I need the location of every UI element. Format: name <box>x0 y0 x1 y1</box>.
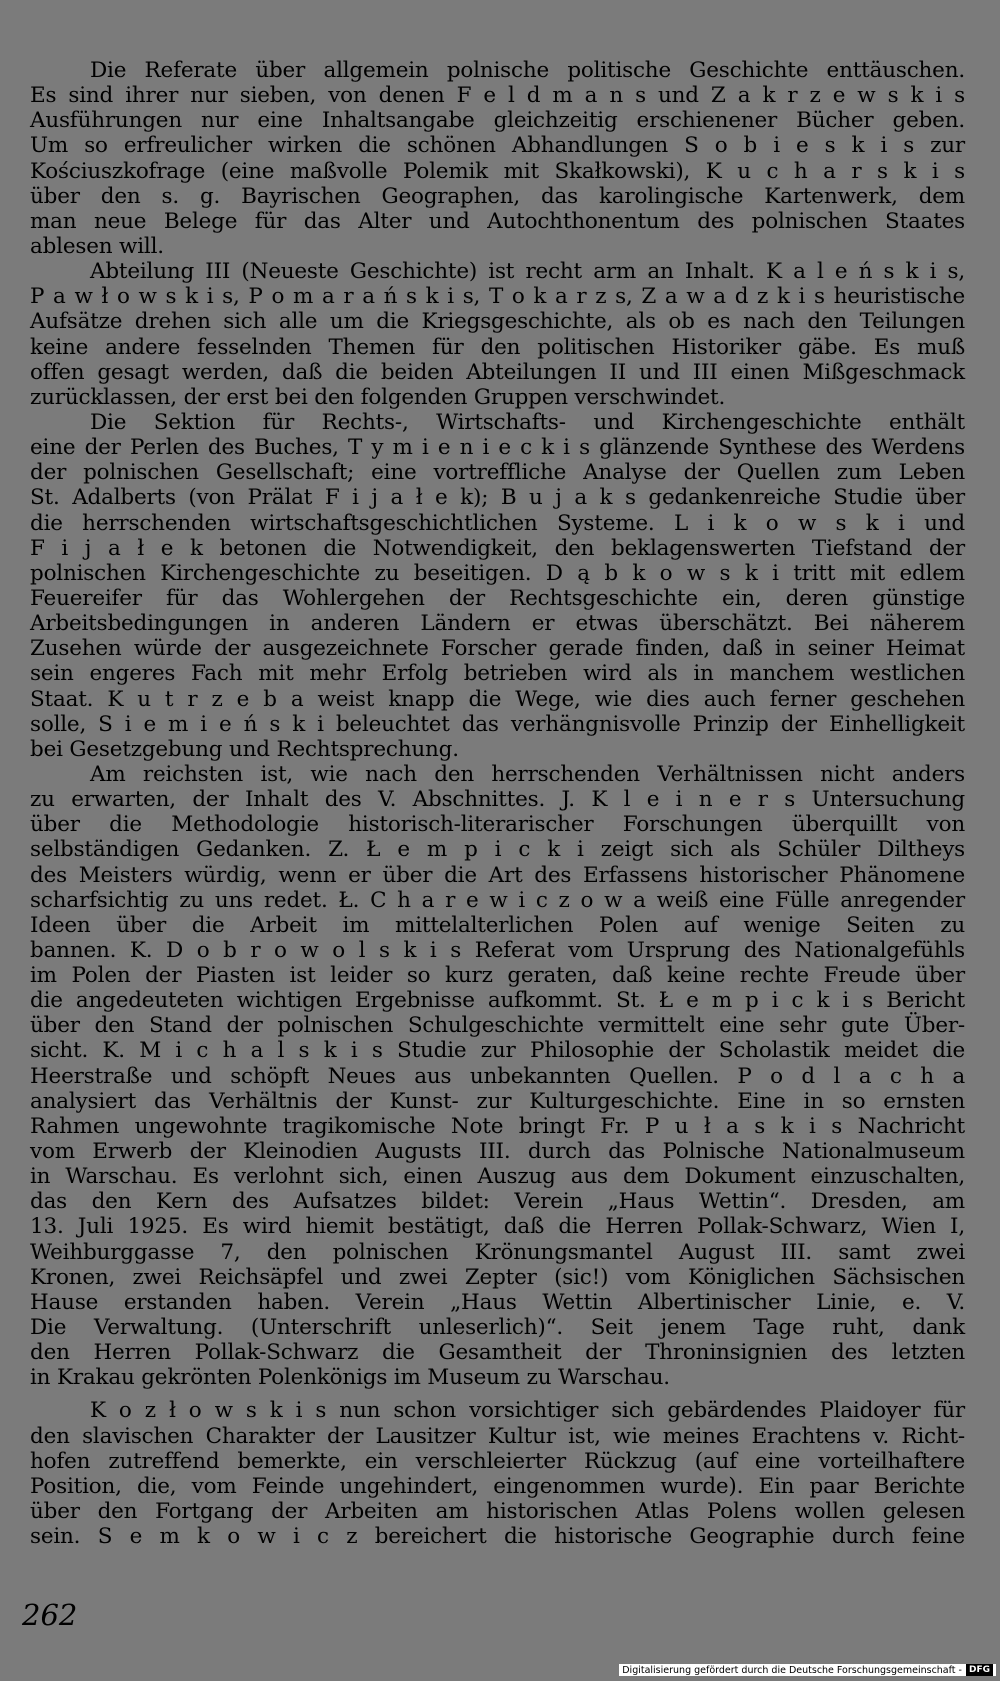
text-line: polnischen Kirchengeschichte zu beseitigen. D ą b k o w s k i tritt mit edlem <box>30 560 965 586</box>
text-line: hofen zutreffend bemerkte, ein verschleierter Rückzug (auf eine vorteilhaftere <box>30 1448 965 1474</box>
text-line: sein. S e m k o w i c z bereichert die historische Geographie durch feine <box>30 1524 965 1550</box>
text-line: die angedeuteten wichtigen Ergebnisse aufkommt. St. Ł e m p i c k i s Bericht <box>30 988 965 1014</box>
text-line: Die Referate über allgemein polnische politische Geschichte enttäuschen. <box>90 58 965 83</box>
text-line: Hause erstanden haben. Verein „Haus Wettin Albertinischer Linie, e. V. <box>30 1289 965 1315</box>
text-line: Die Verwaltung. (Unterschrift unleserlich)“. Seit jenem Tage ruht, dank <box>30 1315 965 1341</box>
text-line: Heerstraße und schöpft Neues aus unbekannten Quellen. P o d l a c h a <box>30 1063 965 1089</box>
digitization-footer <box>619 1664 996 1676</box>
dfg-logo: DFG <box>966 1664 993 1676</box>
text-line: Es sind ihrer nur sieben, von denen F e l d m a n s und Z a k r z e w s k i s <box>30 83 965 109</box>
text-line: sein engeres Fach mit mehr Erfolg betrieben wird als in manchem westlichen <box>30 661 965 687</box>
text-line: in Krakau gekrönten Polenkönigs im Museum zu Warschau. <box>30 1365 670 1391</box>
text-line: solle, S i e m i e ń s k i beleuchtet das verhängnisvolle Prinzip der Einhelligkeit <box>30 711 965 737</box>
text-line: vom Erwerb der Kleinodien Augusts III. durch das Polnische Nationalmuseum <box>30 1139 965 1165</box>
text-line: Ideen über die Arbeit im mittelalterlichen Polen auf wenige Seiten zu <box>30 912 965 938</box>
text-line: Um so erfreulicher wirken die schönen Abhandlungen S o b i e s k i s zur <box>30 133 965 159</box>
text-line: Ausführungen nur eine Inhaltsangabe gleichzeitig erschienener Bücher geben. <box>30 108 965 134</box>
text-line: F i j a ł e k betonen die Notwendigkeit, den beklagenswerten Tiefstand der <box>30 535 965 561</box>
text-line: im Polen der Piasten ist leider so kurz geraten, daß keine rechte Freude über <box>30 963 965 989</box>
text-line: Kronen, zwei Reichsäpfel und zwei Zepter (sic!) vom Königlichen Sächsischen <box>30 1264 965 1290</box>
text-line: Feuereifer für das Wohlergehen der Rechtsgeschichte ein, deren günstige <box>30 585 965 611</box>
footer-text: Digitalisierung gefördert durch die Deutsche Forschungsgemeinschaft - <box>622 1664 962 1676</box>
text-line: Zusehen würde der ausgezeichnete Forscher gerade finden, daß in seiner Heimat <box>30 636 965 662</box>
text-line: bannen. K. D o b r o w o l s k i s Referat vom Ursprung des Nationalgefühls <box>30 937 965 963</box>
text-line: 13. Juli 1925. Es wird hiemit bestätigt, daß die Herren Pollak-Schwarz, Wien I, <box>30 1214 965 1240</box>
text-line: in Warschau. Es verlohnt sich, einen Auszug aus dem Dokument einzuschalten, <box>30 1164 965 1190</box>
text-line: über den Stand der polnischen Schulgeschichte vermittelt eine sehr gute Über- <box>30 1013 965 1039</box>
text-line: keine andere fesselnden Themen für den politischen Historiker gäbe. Es muß <box>30 334 965 360</box>
text-line: K o z ł o w s k i s nun schon vorsichtiger sich gebärdendes Plaidoyer für <box>90 1398 965 1424</box>
text-line: des Meisters würdig, wenn er über die Art des Erfassens historischer Phänomene <box>30 862 965 888</box>
text-line: P a w ł o w s k i s, P o m a r a ń s k i s, T o k a r z s, Z a w a d z k i s heuristische <box>30 284 965 310</box>
text-line: Rahmen ungewohnte tragikomische Note bringt Fr. P u ł a s k i s Nachricht <box>30 1113 965 1139</box>
text-line: eine der Perlen des Buches, T y m i e n i e c k i s glänzende Synthese des Werdens <box>30 435 965 461</box>
text-line: den Herren Pollak-Schwarz die Gesamtheit der Throninsignien des letzten <box>30 1340 965 1366</box>
text-line: man neue Belege für das Alter und Autochthonentum des polnischen Staates <box>30 208 965 234</box>
text-line: der polnischen Gesellschaft; eine vortreffliche Analyse der Quellen zum Leben <box>30 460 965 486</box>
text-line: Am reichsten ist, wie nach den herrschenden Verhältnissen nicht anders <box>90 761 965 787</box>
text-line: ablesen will. <box>30 233 164 259</box>
text-line: Position, die, vom Feinde ungehindert, eingenommen wurde). Ein paar Berichte <box>30 1473 965 1499</box>
text-line: das den Kern des Aufsatzes bildet: Verein „Haus Wettin“. Dresden, am <box>30 1189 965 1215</box>
text-line: Staat. K u t r z e b a weist knapp die Wege, wie dies auch ferner geschehen <box>30 686 965 712</box>
text-line: Weihburggasse 7, den polnischen Krönungsmantel August III. samt zwei <box>30 1239 965 1265</box>
text-line: analysiert das Verhältnis der Kunst- zur Kulturgeschichte. Eine in so ernsten <box>30 1088 965 1114</box>
text-line: über die Methodologie historisch-literarischer Forschungen überquillt von <box>30 812 965 838</box>
text-line: Kościuszkofrage (eine maßvolle Polemik mit Skałkowski), K u c h a r s k i s <box>30 158 965 184</box>
text-line: zu erwarten, der Inhalt des V. Abschnittes. J. K l e i n e r s Untersuchung <box>30 787 965 813</box>
text-line: bei Gesetzgebung und Rechtsprechung. <box>30 736 459 762</box>
text-line: die herrschenden wirtschaftsgeschichtlichen Systeme. L i k o w s k i und <box>30 510 965 536</box>
text-line: über den Fortgang der Arbeiten am historischen Atlas Polens wollen gelesen <box>30 1499 965 1525</box>
text-line: sicht. K. M i c h a l s k i s Studie zur Philosophie der Scholastik meidet die <box>30 1038 965 1064</box>
text-body <box>30 58 965 1549</box>
text-line: zurücklassen, der erst bei den folgenden Gruppen verschwindet. <box>30 384 726 410</box>
text-line: Abteilung III (Neueste Geschichte) ist recht arm an Inhalt. K a l e ń s k i s, <box>90 259 965 285</box>
text-line: Die Sektion für Rechts-, Wirtschafts- und Kirchengeschichte enthält <box>90 409 965 435</box>
text-line: offen gesagt werden, daß die beiden Abteilungen II und III einen Mißgeschmack <box>30 359 965 385</box>
text-line: scharfsichtig zu uns redet. Ł. C h a r e w i c z o w a weiß eine Fülle anregender <box>30 887 965 913</box>
page-number: 262 <box>22 1598 78 1632</box>
text-line: selbständigen Gedanken. Z. Ł e m p i c k i zeigt sich als Schüler Diltheys <box>30 837 965 863</box>
text-line: über den s. g. Bayrischen Geographen, das karolingische Kartenwerk, dem <box>30 183 965 209</box>
text-line: den slavischen Charakter der Lausitzer Kultur ist, wie meines Erachtens v. Richt- <box>30 1423 965 1449</box>
text-line: St. Adalberts (von Prälat F i j a ł e k); B u j a k s gedankenreiche Studie über <box>30 485 965 511</box>
text-line: Arbeitsbedingungen in anderen Ländern er etwas überschätzt. Bei näherem <box>30 611 965 637</box>
text-line: Aufsätze drehen sich alle um die Kriegsgeschichte, als ob es nach den Teilungen <box>30 309 965 335</box>
